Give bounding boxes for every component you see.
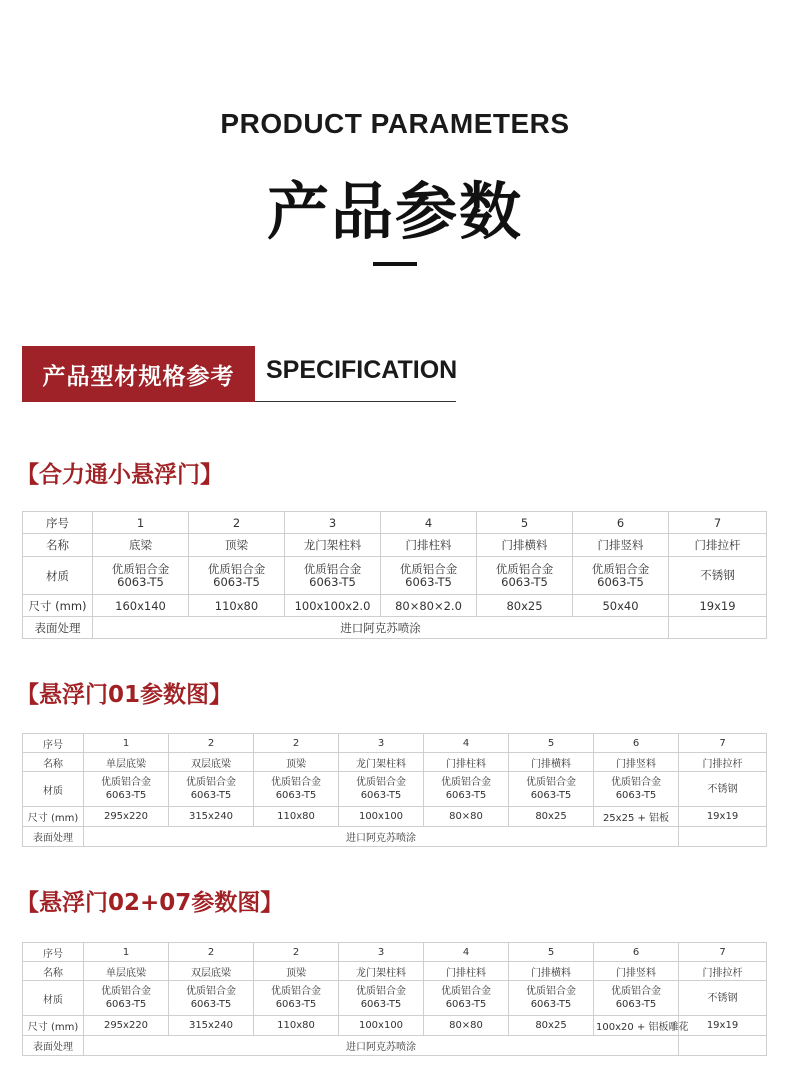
index-row <box>23 943 767 962</box>
index-cell: 4 <box>381 512 477 534</box>
size-row <box>23 807 767 827</box>
material-line: 6063-T5 <box>405 574 452 589</box>
name-cell: 门排拉杆 <box>679 962 767 981</box>
material-cell <box>573 557 669 595</box>
surface-row <box>23 617 767 639</box>
index-cell: 2 <box>169 734 254 753</box>
material-cell <box>594 772 679 807</box>
name-cell: 顶梁 <box>254 753 339 772</box>
material-cell <box>679 772 767 807</box>
material-line: 不锈钢 <box>707 783 738 795</box>
section-title-2: 【悬浮门01参数图】 <box>16 682 233 708</box>
material-line: 优质铝合金 <box>186 777 236 788</box>
table-body <box>23 943 767 1056</box>
material-line: 6063-T5 <box>275 790 317 801</box>
name-row <box>23 962 767 981</box>
page-title-en: PRODUCT PARAMETERS <box>220 108 570 139</box>
index-cell: 2 <box>169 943 254 962</box>
material-line: 6063-T5 <box>445 999 487 1010</box>
size-cell: 110x80 <box>254 807 339 827</box>
material-line: 优质铝合金 <box>101 777 151 788</box>
row-label-name: 名称 <box>23 534 93 557</box>
name-cell: 门排竖料 <box>573 534 669 557</box>
index-cell: 7 <box>669 512 767 534</box>
material-line: 6063-T5 <box>213 574 260 589</box>
material-line: 优质铝合金 <box>271 986 321 997</box>
surface-empty-cell <box>679 827 767 847</box>
index-cell: 1 <box>93 512 189 534</box>
index-cell: 6 <box>594 734 679 753</box>
material-line: 优质铝合金 <box>441 986 491 997</box>
material-line: 优质铝合金 <box>399 561 458 576</box>
material-cell <box>509 981 594 1016</box>
material-line: 优质铝合金 <box>611 986 661 997</box>
spec-table-3 <box>22 942 767 1056</box>
index-cell: 3 <box>339 734 424 753</box>
name-cell: 顶梁 <box>189 534 285 557</box>
index-cell: 2 <box>189 512 285 534</box>
material-line: 优质铝合金 <box>186 986 236 997</box>
size-cell: 19x19 <box>669 595 767 617</box>
name-cell: 顶梁 <box>254 962 339 981</box>
material-line: 优质铝合金 <box>591 561 650 576</box>
index-cell: 2 <box>254 943 339 962</box>
material-cell <box>84 772 169 807</box>
material-line: 不锈钢 <box>707 992 738 1004</box>
index-cell: 6 <box>573 512 669 534</box>
name-cell: 单层底梁 <box>84 962 169 981</box>
index-cell: 3 <box>285 512 381 534</box>
size-cell: 100x20 + 铝板雕花 <box>594 1016 679 1036</box>
index-cell: 1 <box>84 943 169 962</box>
material-line: 6063-T5 <box>360 999 402 1010</box>
name-cell: 双层底梁 <box>169 962 254 981</box>
name-cell: 门排竖料 <box>594 753 679 772</box>
size-cell: 19x19 <box>679 807 767 827</box>
name-cell: 底梁 <box>93 534 189 557</box>
row-label-surface: 表面处理 <box>23 827 84 847</box>
material-line: 不锈钢 <box>700 568 735 582</box>
material-line: 优质铝合金 <box>441 777 491 788</box>
spec-table-1 <box>22 511 767 639</box>
material-line: 优质铝合金 <box>101 986 151 997</box>
row-label-size: 尺寸 (mm) <box>23 595 93 617</box>
material-line: 6063-T5 <box>190 999 232 1010</box>
name-cell: 门排柱料 <box>424 753 509 772</box>
material-line: 优质铝合金 <box>356 986 406 997</box>
material-cell <box>84 981 169 1016</box>
material-cell <box>285 557 381 595</box>
spec-banner-en: SPECIFICATION <box>266 356 458 384</box>
material-line: 6063-T5 <box>615 790 657 801</box>
material-row <box>23 557 767 595</box>
row-label-material: 材质 <box>23 772 84 807</box>
material-cell <box>424 772 509 807</box>
name-cell: 龙门架柱料 <box>339 962 424 981</box>
size-row <box>23 595 767 617</box>
row-label-material: 材质 <box>23 557 93 595</box>
size-cell: 80x25 <box>509 807 594 827</box>
material-line: 优质铝合金 <box>111 561 170 576</box>
row-label-index: 序号 <box>23 943 84 962</box>
row-label-index: 序号 <box>23 734 84 753</box>
material-line: 6063-T5 <box>360 790 402 801</box>
page-title-cn: 产品参数 <box>266 175 523 248</box>
material-cell <box>339 981 424 1016</box>
index-cell: 4 <box>424 734 509 753</box>
spec-table-2 <box>22 733 767 847</box>
material-cell <box>594 981 679 1016</box>
material-cell <box>189 557 285 595</box>
index-cell: 1 <box>84 734 169 753</box>
row-label-size: 尺寸 (mm) <box>23 807 84 827</box>
name-cell: 龙门架柱料 <box>339 753 424 772</box>
index-cell: 6 <box>594 943 679 962</box>
name-cell: 单层底梁 <box>84 753 169 772</box>
size-cell: 25x25 + 铝板 <box>594 807 679 827</box>
index-cell: 5 <box>509 943 594 962</box>
material-line: 6063-T5 <box>530 790 572 801</box>
size-cell: 100x100 <box>339 1016 424 1036</box>
material-line: 优质铝合金 <box>526 986 576 997</box>
name-cell: 门排拉杆 <box>679 753 767 772</box>
material-line: 优质铝合金 <box>526 777 576 788</box>
spec-banner-label: 产品型材规格参考 <box>22 346 255 402</box>
row-label-surface: 表面处理 <box>23 1036 84 1056</box>
material-line: 6063-T5 <box>615 999 657 1010</box>
material-cell <box>381 557 477 595</box>
name-cell: 门排拉杆 <box>669 534 767 557</box>
index-cell: 7 <box>679 734 767 753</box>
material-cell <box>254 981 339 1016</box>
surface-empty-cell <box>679 1036 767 1056</box>
size-cell: 50x40 <box>573 595 669 617</box>
material-cell <box>679 981 767 1016</box>
name-cell: 门排横料 <box>477 534 573 557</box>
material-line: 优质铝合金 <box>271 777 321 788</box>
material-row <box>23 981 767 1016</box>
material-line: 6063-T5 <box>530 999 572 1010</box>
surface-cell: 进口阿克苏喷涂 <box>84 1036 679 1056</box>
section-title-3: 【悬浮门02+07参数图】 <box>16 890 284 916</box>
material-cell <box>254 772 339 807</box>
size-cell: 295x220 <box>84 1016 169 1036</box>
material-line: 6063-T5 <box>597 574 644 589</box>
size-cell: 100x100x2.0 <box>285 595 381 617</box>
name-row <box>23 753 767 772</box>
index-row <box>23 734 767 753</box>
size-cell: 80×80 <box>424 807 509 827</box>
surface-cell: 进口阿克苏喷涂 <box>93 617 669 639</box>
size-cell: 295x220 <box>84 807 169 827</box>
material-cell <box>424 981 509 1016</box>
size-cell: 110x80 <box>189 595 285 617</box>
surface-empty-cell <box>669 617 767 639</box>
material-line: 优质铝合金 <box>495 561 554 576</box>
name-cell: 门排横料 <box>509 962 594 981</box>
row-label-size: 尺寸 (mm) <box>23 1016 84 1036</box>
material-cell <box>169 772 254 807</box>
material-row <box>23 772 767 807</box>
index-cell: 5 <box>477 512 573 534</box>
name-cell: 门排竖料 <box>594 962 679 981</box>
name-cell: 龙门架柱料 <box>285 534 381 557</box>
surface-row <box>23 827 767 847</box>
name-cell: 双层底梁 <box>169 753 254 772</box>
material-line: 6063-T5 <box>105 790 147 801</box>
material-cell <box>477 557 573 595</box>
index-cell: 3 <box>339 943 424 962</box>
index-cell: 4 <box>424 943 509 962</box>
size-row <box>23 1016 767 1036</box>
material-line: 6063-T5 <box>275 999 317 1010</box>
table-body <box>23 512 767 639</box>
row-label-index: 序号 <box>23 512 93 534</box>
name-cell: 门排柱料 <box>424 962 509 981</box>
name-row <box>23 534 767 557</box>
material-line: 6063-T5 <box>445 790 487 801</box>
title-divider <box>373 262 417 266</box>
spec-banner-underline <box>255 401 456 402</box>
index-cell: 2 <box>254 734 339 753</box>
size-cell: 80x25 <box>477 595 573 617</box>
material-line: 优质铝合金 <box>303 561 362 576</box>
row-label-material: 材质 <box>23 981 84 1016</box>
material-line: 优质铝合金 <box>611 777 661 788</box>
index-cell: 7 <box>679 943 767 962</box>
size-cell: 315x240 <box>169 807 254 827</box>
size-cell: 19x19 <box>679 1016 767 1036</box>
surface-row <box>23 1036 767 1056</box>
surface-cell: 进口阿克苏喷涂 <box>84 827 679 847</box>
size-cell: 80×80×2.0 <box>381 595 477 617</box>
material-cell <box>93 557 189 595</box>
section-title-1: 【合力通小悬浮门】 <box>16 462 223 488</box>
material-line: 6063-T5 <box>501 574 548 589</box>
size-cell: 80×80 <box>424 1016 509 1036</box>
material-line: 6063-T5 <box>190 790 232 801</box>
material-line: 6063-T5 <box>105 999 147 1010</box>
index-row <box>23 512 767 534</box>
name-cell: 门排柱料 <box>381 534 477 557</box>
material-line: 优质铝合金 <box>207 561 266 576</box>
size-cell: 160x140 <box>93 595 189 617</box>
row-label-surface: 表面处理 <box>23 617 93 639</box>
material-cell <box>669 557 767 595</box>
size-cell: 80x25 <box>509 1016 594 1036</box>
material-cell <box>169 981 254 1016</box>
material-line: 优质铝合金 <box>356 777 406 788</box>
size-cell: 110x80 <box>254 1016 339 1036</box>
material-line: 6063-T5 <box>309 574 356 589</box>
row-label-name: 名称 <box>23 753 84 772</box>
size-cell: 315x240 <box>169 1016 254 1036</box>
material-cell <box>509 772 594 807</box>
name-cell: 门排横料 <box>509 753 594 772</box>
material-cell <box>339 772 424 807</box>
index-cell: 5 <box>509 734 594 753</box>
table-body <box>23 734 767 847</box>
row-label-name: 名称 <box>23 962 84 981</box>
size-cell: 100x100 <box>339 807 424 827</box>
material-line: 6063-T5 <box>117 574 164 589</box>
